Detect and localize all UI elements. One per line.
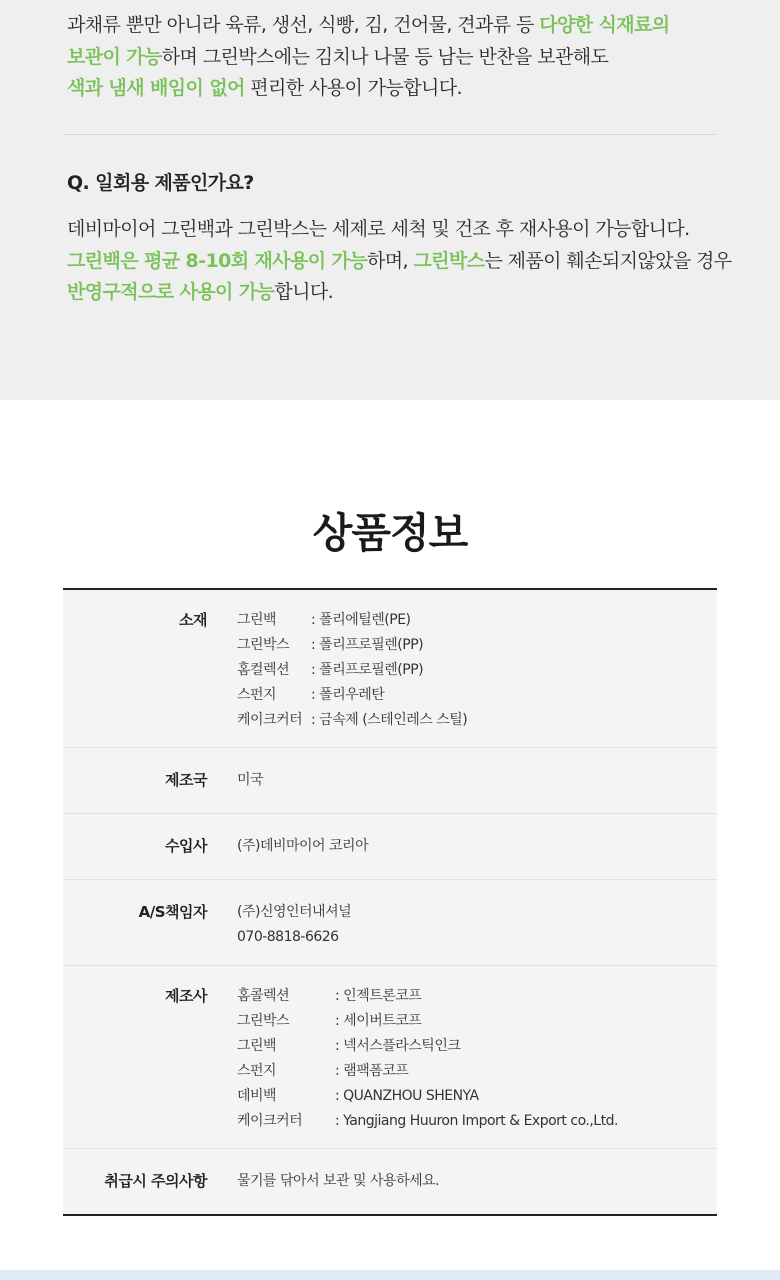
row-label: A/S책임자 — [138, 903, 207, 921]
item-value: : 세이버트코프 — [335, 1013, 422, 1029]
answer-highlight: 그린백은 평균 8-10회 재사용이 가능 — [67, 249, 368, 272]
maker-item — [237, 1009, 618, 1034]
row-label: 제조사 — [165, 987, 207, 1005]
row-value — [237, 608, 467, 733]
info-row-as — [63, 880, 717, 966]
answer-text: 는 제품이 훼손되지않았을 경우 — [484, 249, 732, 272]
item-value: : 인젝트론코프 — [335, 988, 422, 1004]
answer-text: 과채류 뿐만 아니라 육류, 생선, 식빵, 김, 건어물, 견과류 등 — [67, 14, 540, 36]
info-row-maker — [63, 966, 717, 1149]
info-row-importer — [63, 814, 717, 880]
item-name: 스펀지 — [237, 1063, 277, 1079]
answer-text: 데비마이어 그린백과 그린박스는 세제로 세척 및 건조 후 재사용이 가능합니다. — [67, 218, 690, 240]
caution-value: 물기를 닦아서 보관 및 사용하세요. — [237, 1173, 440, 1189]
maker-item — [237, 984, 618, 1009]
answer-highlight: 그린박스 — [413, 249, 485, 272]
answer-text: 편리한 사용이 가능합니다. — [244, 77, 462, 99]
material-item — [237, 633, 467, 658]
faq-question: Q. 일회용 제품인가요? — [67, 172, 254, 194]
item-value: : 폴리프로필렌(PP) — [311, 662, 424, 678]
faq-storage-answer — [67, 10, 669, 105]
answer-highlight: 보관이 가능 — [67, 45, 162, 68]
row-label: 수입사 — [165, 837, 207, 855]
bottom-band — [0, 1270, 780, 1280]
item-value: : Yangjiang Huuron Import & Export co.,Ltd. — [335, 1113, 618, 1129]
importer-value: (주)데비마이어 코리아 — [237, 838, 369, 854]
info-row-caution — [63, 1149, 717, 1214]
maker-item — [237, 1034, 618, 1059]
maker-item — [237, 1084, 618, 1109]
answer-highlight: 색과 냄새 배임이 없어 — [67, 77, 245, 99]
product-info-title: 상품정보 — [312, 509, 468, 557]
material-item — [237, 608, 467, 633]
answer-highlight: 다양한 식재료의 — [539, 14, 670, 36]
item-name: 홈컬렉션 — [237, 662, 290, 678]
item-value: : 폴리우레탄 — [311, 687, 385, 703]
item-name: 케이크커터 — [237, 1113, 303, 1129]
item-value: : QUANZHOU SHENYA — [335, 1088, 479, 1104]
row-value — [237, 768, 263, 793]
answer-text: 합니다. — [274, 281, 334, 303]
row-value — [237, 900, 351, 950]
item-name: 그린백 — [237, 612, 277, 628]
material-item — [237, 658, 467, 683]
item-value: : 폴리에틸렌(PE) — [311, 612, 411, 628]
faq-divider — [63, 134, 717, 135]
item-name: 그린백 — [237, 1038, 277, 1054]
item-name: 스펀지 — [237, 687, 277, 703]
faq-section — [0, 0, 780, 400]
item-name: 데비백 — [237, 1088, 277, 1104]
item-value: : 금속제 (스테인레스 스틸) — [311, 712, 468, 728]
product-info-table — [63, 588, 717, 1216]
item-name: 홈콜렉션 — [237, 988, 290, 1004]
row-value — [237, 834, 368, 859]
row-label: 취급시 주의사항 — [104, 1172, 207, 1190]
material-item — [237, 683, 467, 708]
answer-highlight: 반영구적으로 사용이 가능 — [67, 281, 275, 303]
info-row-origin — [63, 748, 717, 814]
answer-text: 하며 그린박스에는 김치나 나물 등 남는 반찬을 보관해도 — [161, 45, 609, 68]
maker-item — [237, 1059, 618, 1084]
origin-value: 미국 — [237, 772, 264, 788]
material-item — [237, 708, 467, 733]
as-phone: 070-8818-6626 — [237, 929, 339, 945]
row-value — [237, 984, 618, 1134]
item-value: : 넥서스플라스틱인크 — [335, 1038, 461, 1054]
item-name: 그린박스 — [237, 637, 290, 653]
item-name: 그린박스 — [237, 1013, 290, 1029]
item-value: : 폴리프로필렌(PP) — [311, 637, 424, 653]
maker-item — [237, 1109, 618, 1134]
row-label: 소재 — [179, 611, 207, 629]
item-value: : 램팩폼코프 — [335, 1063, 409, 1079]
faq-reuse-answer — [67, 214, 732, 309]
row-value — [237, 1169, 439, 1194]
answer-text: 하며, — [367, 249, 414, 272]
info-row-material — [63, 590, 717, 748]
as-company: (주)신영인터내셔널 — [237, 904, 352, 920]
row-label: 제조국 — [165, 771, 207, 789]
item-name: 케이크커터 — [237, 712, 303, 728]
